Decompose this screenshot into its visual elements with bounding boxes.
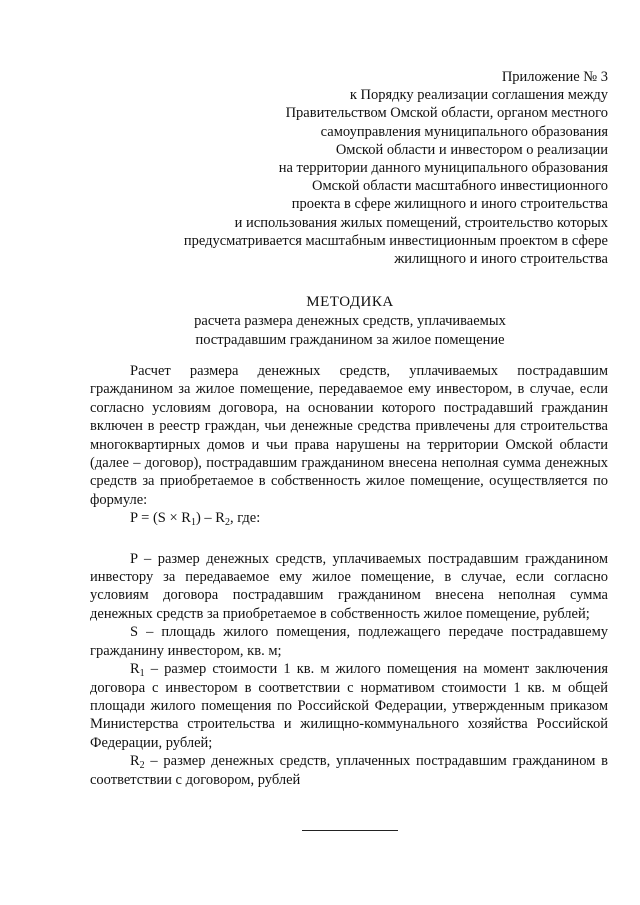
r1-symbol: R [130,661,140,678]
annex-line: Правительством Омской области, органом местного [285,105,608,122]
annex-line: жилищного и иного строительства [394,251,608,268]
annex-line: на территории данного муниципального образования [278,160,608,177]
r1-text: – размер стоимости 1 кв. м жилого помещения на момент заключения договора с инвестором в соответствии с нормативом стоимости 1 кв. м общей площади жилого помещения по Российской Федерации, утвержденным приказом Министерства строительства и жилищно-коммунального хозяйства Российской Федерации, рублей; [90,661,608,751]
annex-line: и использования жилых помещений, строительство которых [234,214,608,231]
formula-sub-2: 2 [224,517,230,529]
annex-header [184,68,608,268]
document-title [70,293,630,350]
end-divider [302,830,398,831]
definition-r1 [90,660,608,752]
intro-paragraph: Расчет размера денежных средств, уплачиваемых пострадавшим гражданином за жилое помещение, передаваемое ему инвестором, в случае, если согласно условиям договора, на основании которого пострадавший гражданин включен в реестр граждан, чьи денежные средства привлечены для строительства многоквартирных домов и чьи права нарушены на территории Омской области (далее – договор), пострадавшим гражданином внесена неполная сумма денежных средств за приобретаемое в собственность жилое помещение, осуществляется по формуле: [90,363,608,508]
annex-line: проекта в сфере жилищного и иного строительства [291,196,608,213]
r2-symbol: R [130,753,140,770]
r2-text: – размер денежных средств, уплаченных пострадавшим гражданином в соответствии с договором, рублей [90,753,608,788]
title-subtitle-line-1: расчета размера денежных средств, уплачиваемых [194,313,506,329]
annex-line: Омской области масштабного инвестиционного [311,178,608,195]
annex-line: к Порядку реализации соглашения между [349,87,608,104]
formula-sub-1: 1 [190,517,196,529]
title-main: МЕТОДИКА [306,294,394,310]
annex-line: самоуправления муниципального образования [320,123,608,140]
formula-part-2: ) – R [195,510,225,527]
formula [90,509,608,527]
title-subtitle-line-2: пострадавшим гражданином за жилое помещение [195,332,505,348]
document-body [90,362,608,789]
formula-part-1: P = (S × R [130,510,191,527]
definition-p: P – размер денежных средств, уплачиваемых пострадавшим гражданином инвестору за передаваемое ему жилое помещение, в случае, если согласно условиям договора пострадавшим гражданином внесена неполная сумма денежных средств за приобретаемое в собственность жилое помещение, рублей; [90,550,608,622]
annex-line: Омской области и инвестором о реализации [335,141,608,158]
annex-line: Приложение № 3 [501,69,608,85]
definition-s: S – площадь жилого помещения, подлежащего передаче пострадавшему гражданину инвестором, кв. м; [90,624,608,659]
annex-line: предусматривается масштабным инвестиционным проектом в сфере [183,232,608,249]
definition-r2 [90,752,608,789]
formula-part-3: , где: [229,510,261,527]
r1-subscript: 1 [139,668,145,680]
r2-subscript: 2 [139,760,145,772]
